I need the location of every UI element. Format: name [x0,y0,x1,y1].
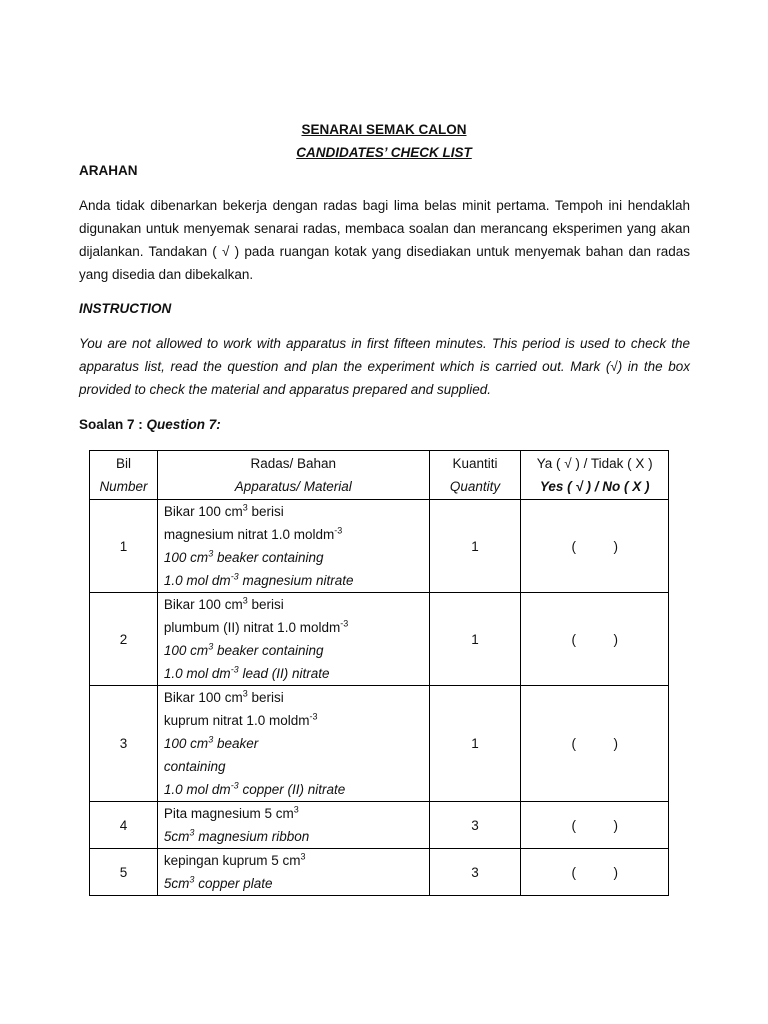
material-line: Bikar 100 $cm^3$ berisi [163,502,284,519]
row-number: 3 [90,686,158,802]
row-quantity: 1 [429,686,521,802]
material-line: kepingan kuprum 5 $cm^3$ [163,851,306,868]
arahan-paragraph: Anda tidak dibenarkan bekerja dengan radas bagi lima belas minit pertama. Tempoh ini hendaklah digunakan untuk menyemak senarai radas, membaca soalan dan merancang eksperimen yang akan dijalankan. Tandakan ( √ ) pada ruangan kotak yang disediakan untuk menyemak bahan dan radas yang disedia dan dibekalkan. [79,198,690,282]
row-number: 5 [90,849,158,896]
row-material [157,802,429,849]
row-number: 2 [90,593,158,686]
row-quantity: 1 [429,593,521,686]
title-malay: SENARAI SEMAK CALON [301,122,467,137]
table-row [90,593,669,686]
material-line: 100 $cm^3$ beaker [163,734,259,751]
table-header-row [90,451,669,500]
row-quantity: 3 [429,802,521,849]
arahan-heading: ARAHAN [79,163,138,178]
material-line: 1.0 mol $dm^{-3}$ magnesium nitrate [163,571,354,588]
row-quantity: 1 [429,500,521,593]
header-radas [157,451,429,500]
instruction-paragraph: You are not allowed to work with apparatus in first fifteen minutes. This period is used to check the apparatus list, read the question and plan the experiment which is carried out. Mark (√) in the box provided to check the material and apparatus prepared and supplied. [79,336,690,397]
material-line: 100 $cm^3$ beaker containing [163,641,324,658]
header-radas-ms: Radas/ Bahan [250,456,337,471]
row-number: 4 [90,802,158,849]
material-line: 100 $cm^3$ beaker containing [163,548,324,565]
material-line: $5cm^3$ magnesium ribbon [163,827,310,844]
material-line: Pita magnesium 5 $cm^3$ [163,804,299,821]
row-number: 1 [90,500,158,593]
row-material [157,593,429,686]
row-material [157,686,429,802]
question-label-malay: Soalan 7 : [79,417,143,432]
question-label [79,417,221,432]
material-line: containing [163,759,226,774]
check-parentheses[interactable]: ( ) [571,817,618,833]
material-line: magnesium nitrat 1.0 moldm$^{-3}$ [163,525,343,542]
material-line: kuprum nitrat 1.0 moldm$^{-3}$ [163,711,318,728]
header-ya-en: Yes ( √ ) / No ( X ) [539,479,650,494]
checklist-table [89,450,669,896]
header-bil-en: Number [99,479,148,494]
table-row [90,802,669,849]
header-kuantiti-ms: Kuantiti [452,456,498,471]
row-checkbox[interactable] [521,686,669,802]
table-row [90,849,669,896]
header-kuantiti [429,451,521,500]
check-parentheses[interactable]: ( ) [571,864,618,880]
header-kuantiti-en: Quantity [449,479,501,494]
table-row [90,500,669,593]
material-line: 1.0 mol $dm^{-3}$ lead (II) nitrate [163,664,330,681]
row-material [157,849,429,896]
header-radas-en: Apparatus/ Material [234,479,352,494]
check-parentheses[interactable]: ( ) [571,631,618,647]
row-checkbox[interactable] [521,500,669,593]
check-parentheses[interactable]: ( ) [571,538,618,554]
row-material [157,500,429,593]
row-checkbox[interactable] [521,802,669,849]
material-line: plumbum (II) nitrat 1.0 moldm$^{-3}$ [163,618,349,635]
row-checkbox[interactable] [521,849,669,896]
row-checkbox[interactable] [521,593,669,686]
material-line: 1.0 mol $dm^{-3}$ copper (II) nitrate [163,780,346,797]
material-line: $5cm^3$ copper plate [163,874,273,891]
header-ya-ms: Ya ( √ ) / Tidak ( X ) [536,456,653,471]
table-row [90,686,669,802]
material-line: Bikar 100 $cm^3$ berisi [163,595,284,612]
title-english: CANDIDATES’ CHECK LIST [296,145,472,160]
question-label-english: Question 7: [146,417,221,432]
material-line: Bikar 100 $cm^3$ berisi [163,688,284,705]
check-parentheses[interactable]: ( ) [571,736,618,751]
header-ya-tidak [521,451,669,500]
instruction-heading: INSTRUCTION [79,301,172,316]
header-bil [90,451,158,500]
row-quantity: 3 [429,849,521,896]
header-bil-ms: Bil [115,456,131,471]
